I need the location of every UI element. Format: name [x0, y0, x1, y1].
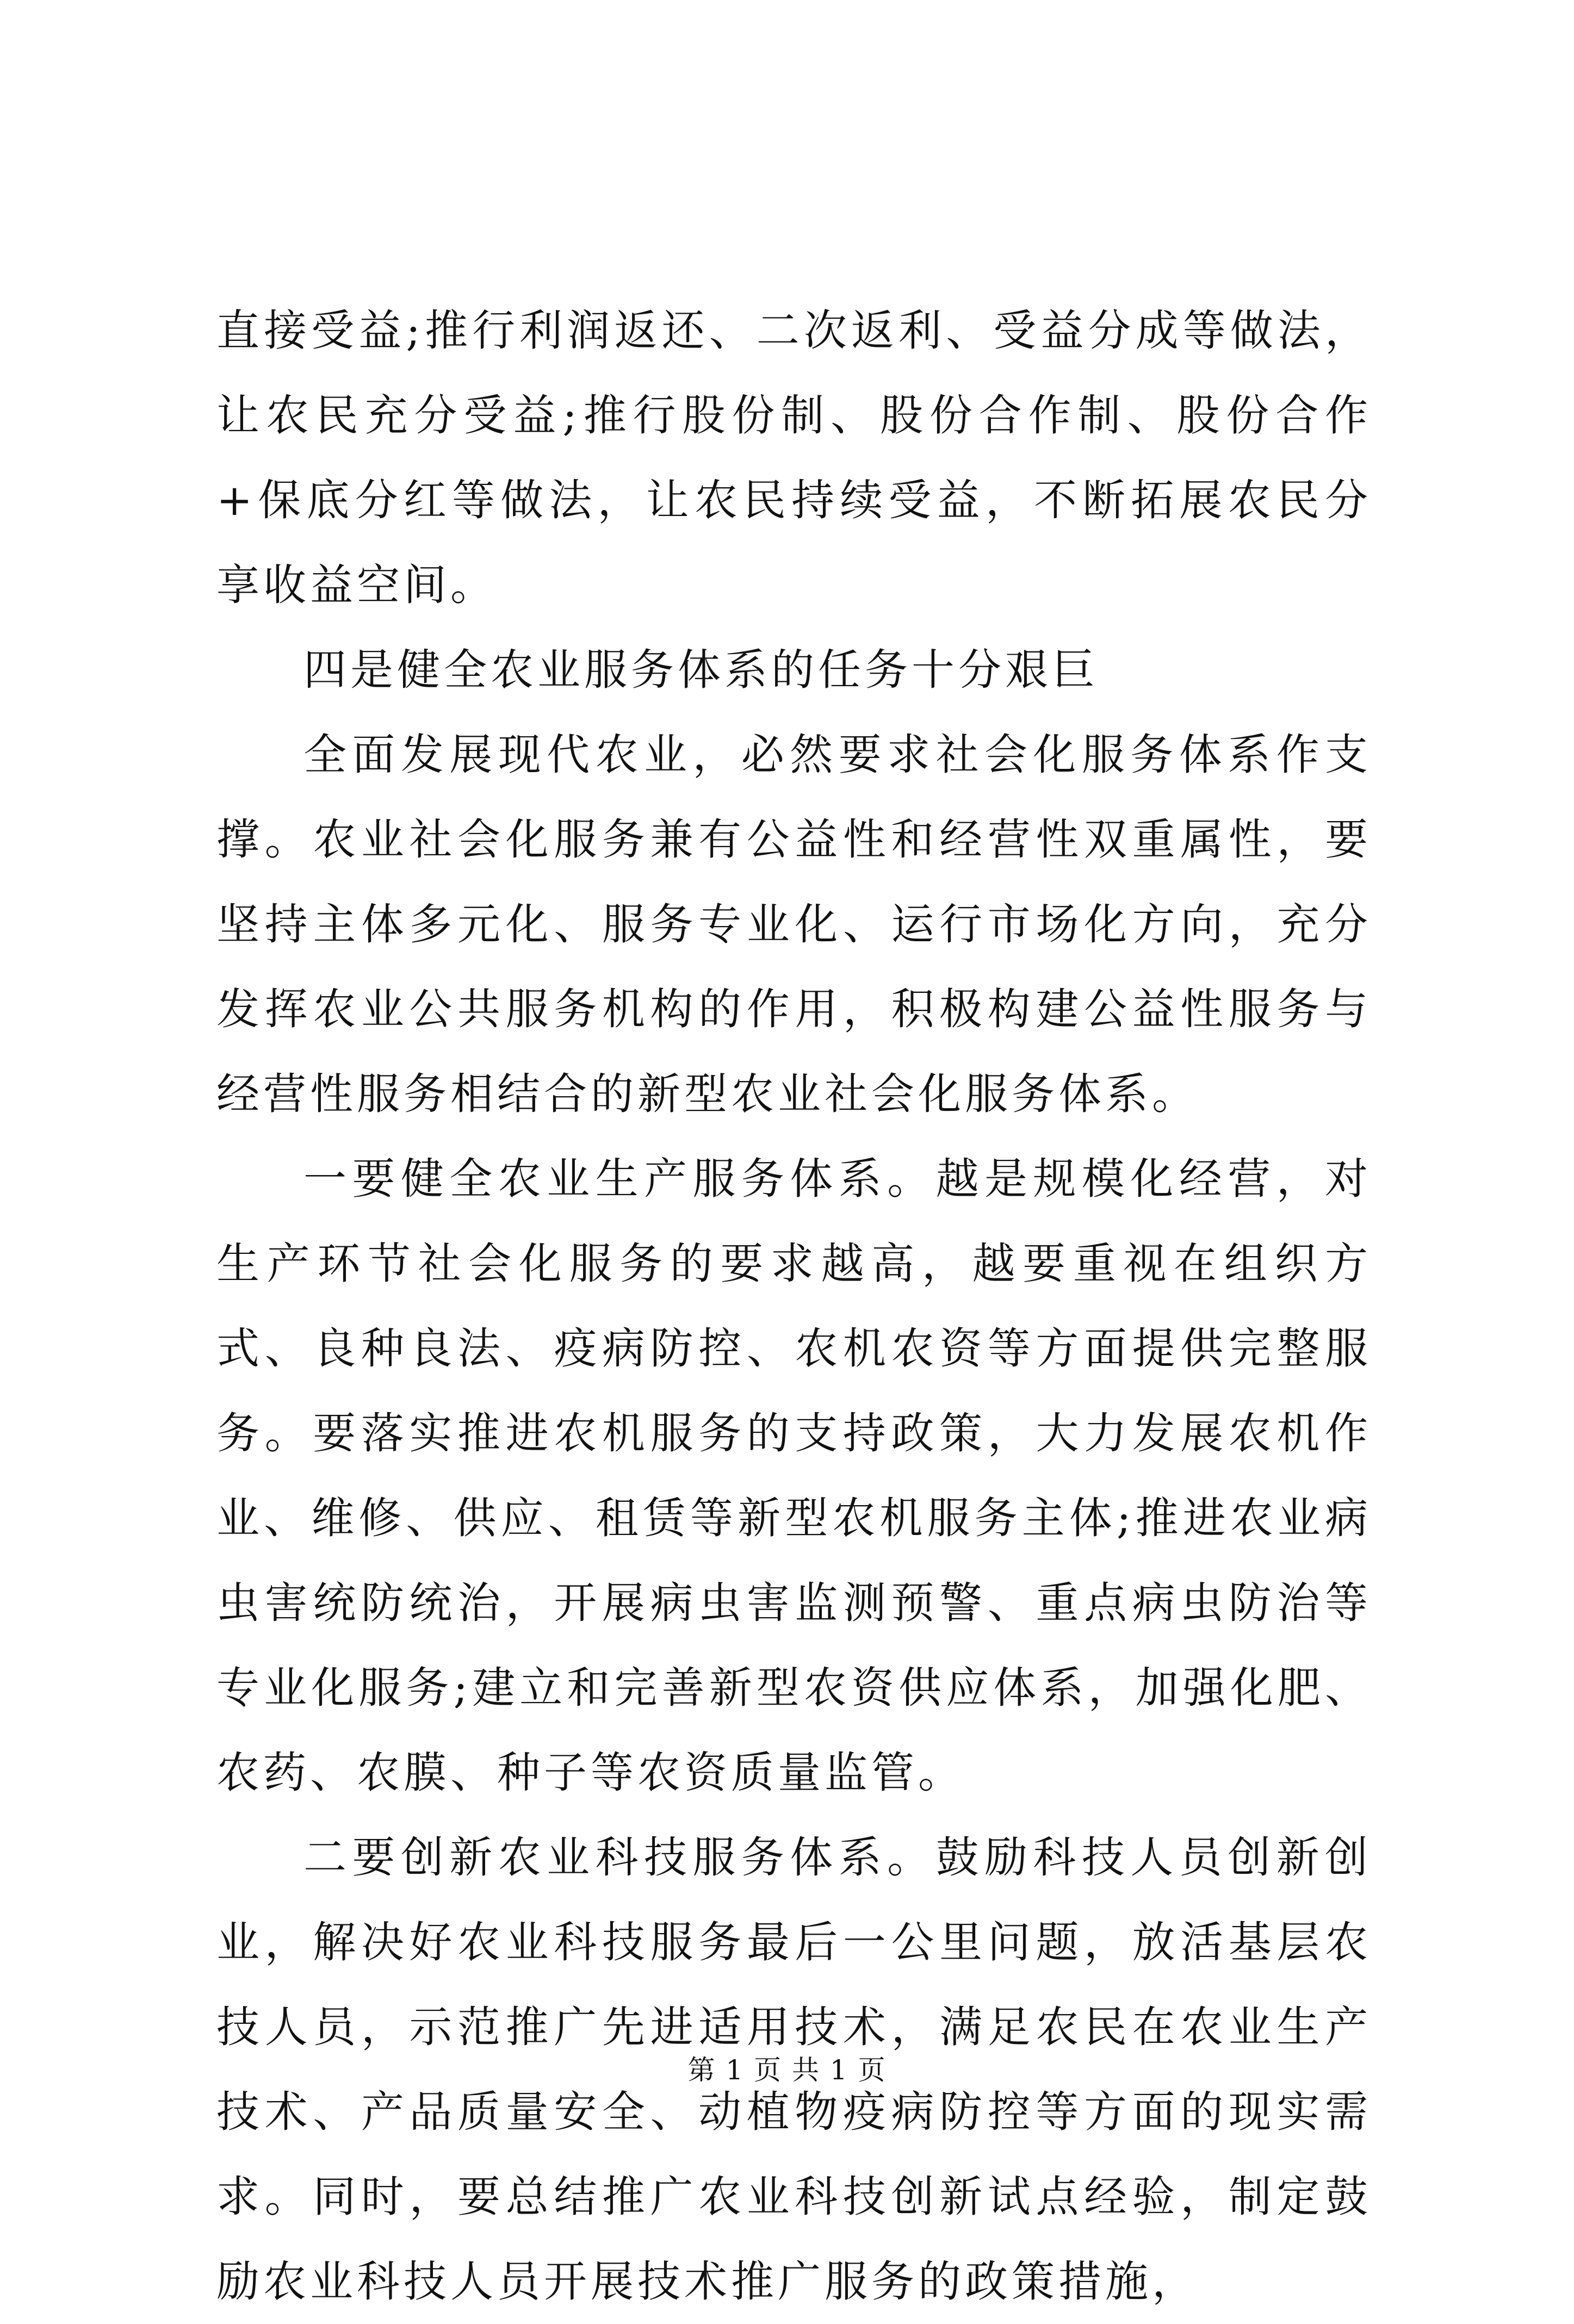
- paragraph-production-service: 一要健全农业生产服务体系。越是规模化经营，对生产环节社会化服务的要求越高，越要重视在组织方式、良种良法、疫病防控、农机农资等方面提供完整服务。要落实推进农机服务的支持政策，大力发展农机作业、维修、供应、租赁等新型农机服务主体;推进农业病虫害统防统治，开展病虫害监测预警、重点病虫防治等专业化服务;建立和完善新型农资供应体系，加强化肥、农药、农膜、种子等农资质量监管。: [216, 1154, 1372, 1798]
- paragraph-continuation: 直接受益;推行利润返还、二次返利、受益分成等做法，让农民充分受益;推行股份制、股份合作制、股份合作+保底分红等做法，让农民持续受益，不断拓展农民分享收益空间。: [216, 306, 1372, 610]
- page-number-footer: 第 1 页 共 1 页: [687, 2054, 887, 2086]
- body-text: [216, 288, 1372, 2324]
- paragraph-service-system: 全面发展现代农业，必然要求社会化服务体系作支撑。农业社会化服务兼有公益性和经营性双重属性，要坚持主体多元化、服务专业化、运行市场化方向，充分发挥农业公共服务机构的作用，积极构建公益性服务与经营性服务相结合的新型农业社会化服务体系。: [216, 730, 1372, 1119]
- paragraph-tech-service: 二要创新农业科技服务体系。鼓励科技人员创新创业，解决好农业科技服务最后一公里问题，放活基层农技人员，示范推广先进适用技术，满足农民在农业生产技术、产品质量安全、动植物疫病防控等方面的现实需求。同时，要总结推广农业科技创新试点经验，制定鼓励农业科技人员开展技术推广服务的政策措施，: [216, 1832, 1372, 2307]
- section-heading: 四是健全农业服务体系的任务十分艰巨: [303, 645, 1099, 695]
